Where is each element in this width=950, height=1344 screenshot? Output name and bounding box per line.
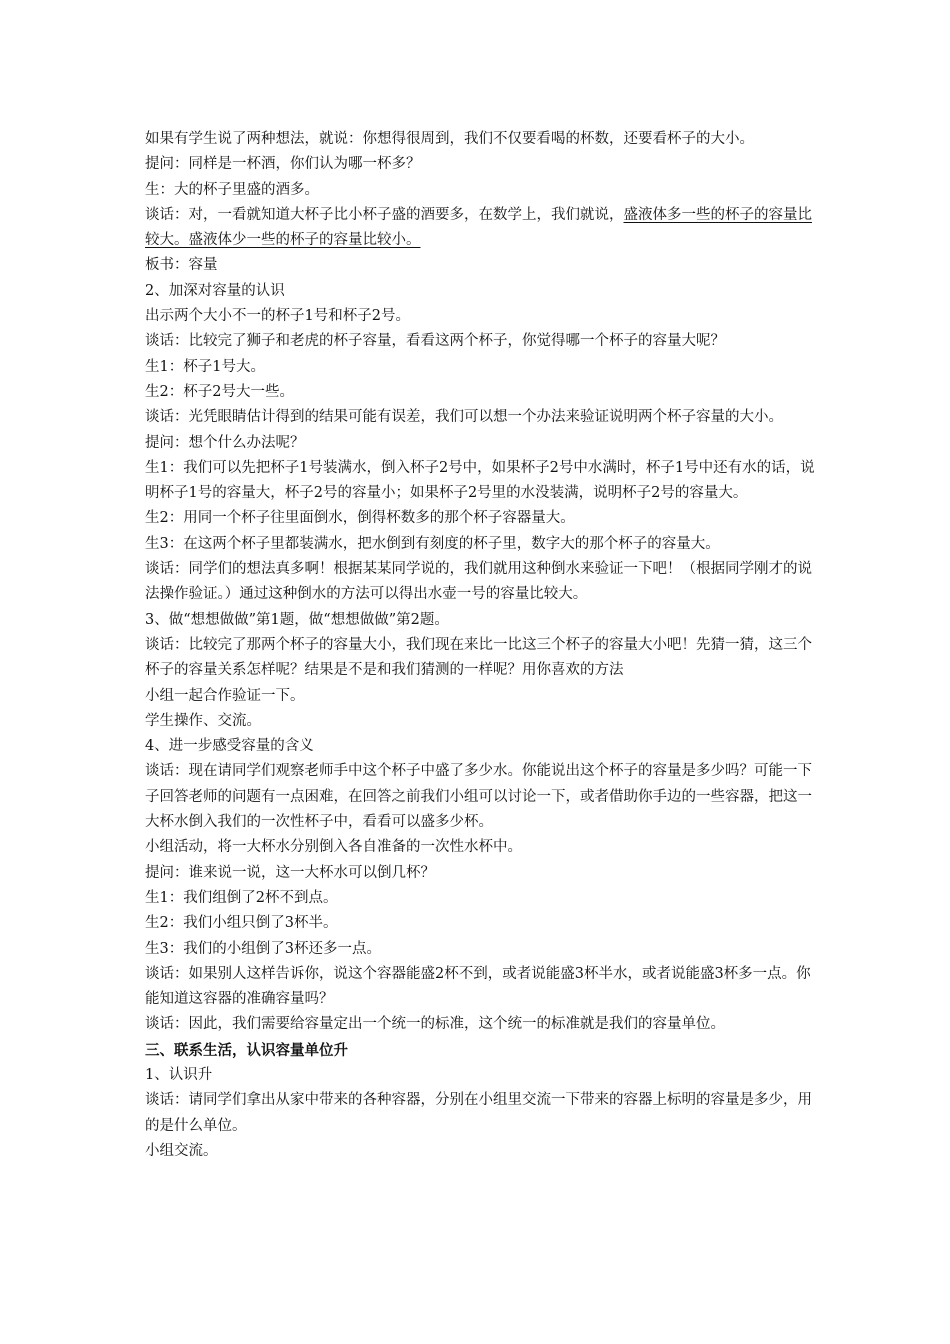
paragraph: 生2：用同一个杯子往里面倒水，倒得杯数多的那个杯子容器量大。 (145, 510, 575, 527)
paragraph: 学生操作、交流。 (145, 712, 261, 729)
paragraph: 生1：我们组倒了2杯不到点。 (145, 889, 338, 906)
paragraph: 谈话：比较完了那两个杯子的容量大小，我们现在来比一比这三个杯子的容量大小吧！先猜一猜，这三个杯子的容量关系怎样呢？结果是不是和我们猜测的一样呢？用你喜欢的方法 (145, 636, 812, 679)
paragraph: 1、认识升 (145, 1066, 213, 1083)
paragraph: 谈话：同学们的想法真多啊！根据某某同学说的，我们就用这种倒水来验证一下吧！（根据同学刚才的说法操作验证。）通过这种倒水的方法可以得出水壶一号的容量比较大。 (145, 561, 812, 603)
paragraph: 提问：谁来说一说，这一大杯水可以倒几杯？ (145, 864, 435, 881)
paragraph: 生1：我们可以先把杯子1号装满水，倒入杯子2号中，如果杯子2号中水满时，杯子1号中还有水的话，说明杯子1号的容量大，杯子2号的容量小；如果杯子2号里的水没装满，说明杯子2号的容量大。 (145, 459, 815, 502)
paragraph: 谈话：如果别人这样告诉你，说这个容器能盛2杯不到，或者说能盛3杯半水，或者说能盛3杯多一点。你能知道这容器的准确容量吗？ (145, 965, 811, 1008)
paragraph: 如果有学生说了两种想法，就说：你想得很周到，我们不仅要看喝的杯数，还要看杯子的大小。 (145, 131, 754, 147)
paragraph: 谈话：现在请同学们观察老师手中这个杯子中盛了多少水。你能说出这个杯子的容量是多少吗？可能一下子回答老师的问题有一点困难，在回答之前我们小组可以讨论一下，或者借助你手边的一些容器，把这一大杯水倒入我们的一次性杯子中，看看可以盛多少杯。 (145, 763, 812, 831)
paragraph: 提问：同样是一杯酒，你们认为哪一杯多？ (145, 156, 421, 173)
paragraph-text: 谈话：对，一看就知道大杯子比小杯子盛的酒要多，在数学上，我们就说， (145, 206, 624, 223)
paragraph: 4、进一步感受容量的含义 (145, 738, 314, 755)
paragraph: 3、做“想想做做”第1题，做“想想做做”第2题。 (145, 611, 449, 628)
paragraph: 生3：我们的小组倒了3杯还多一点。 (145, 940, 381, 957)
paragraph: 谈话：因此，我们需要给容量定出一个统一的标准，这个统一的标准就是我们的容量单位。 (145, 1016, 725, 1033)
paragraph: 谈话：光凭眼睛估计得到的结果可能有误差，我们可以想一个办法来验证说明两个杯子容量的大小。 (145, 409, 783, 426)
document-body (145, 127, 825, 1164)
paragraph: 生1：杯子1号大。 (145, 358, 265, 375)
paragraph: 小组活动，将一大杯水分别倒入各自准备的一次性水杯中。 (145, 839, 522, 856)
paragraph: 板书：容量 (145, 257, 218, 274)
paragraph: 生：大的杯子里盛的酒多。 (145, 181, 319, 198)
paragraph: 小组交流。 (145, 1142, 218, 1159)
paragraph: 生2：我们小组只倒了3杯半。 (145, 915, 338, 932)
paragraph: 提问：想个什么办法呢？ (145, 434, 305, 451)
section-heading: 三、联系生活，认识容量单位升 (145, 1041, 348, 1059)
paragraph (145, 203, 825, 254)
underlined-text: 盛液体多一些的杯子的容量比较大。盛液体少一些的杯子的容量比较小。 (145, 206, 812, 249)
paragraph: 谈话：比较完了狮子和老虎的杯子容量，看看这两个杯子，你觉得哪一个杯子的容量大呢？ (145, 333, 725, 350)
paragraph: 生3：在这两个杯子里都装满水，把水倒到有刻度的杯子里，数字大的那个杯子的容量大。 (145, 535, 720, 552)
paragraph: 谈话：请同学们拿出从家中带来的各种容器，分别在小组里交流一下带来的容器上标明的容量是多少，用的是什么单位。 (145, 1092, 812, 1134)
paragraph: 生2：杯子2号大一些。 (145, 383, 294, 400)
paragraph: 出示两个大小不一的杯子1号和杯子2号。 (145, 308, 410, 325)
paragraph: 小组一起合作验证一下。 (145, 687, 305, 704)
paragraph: 2、加深对容量的认识 (145, 282, 285, 299)
